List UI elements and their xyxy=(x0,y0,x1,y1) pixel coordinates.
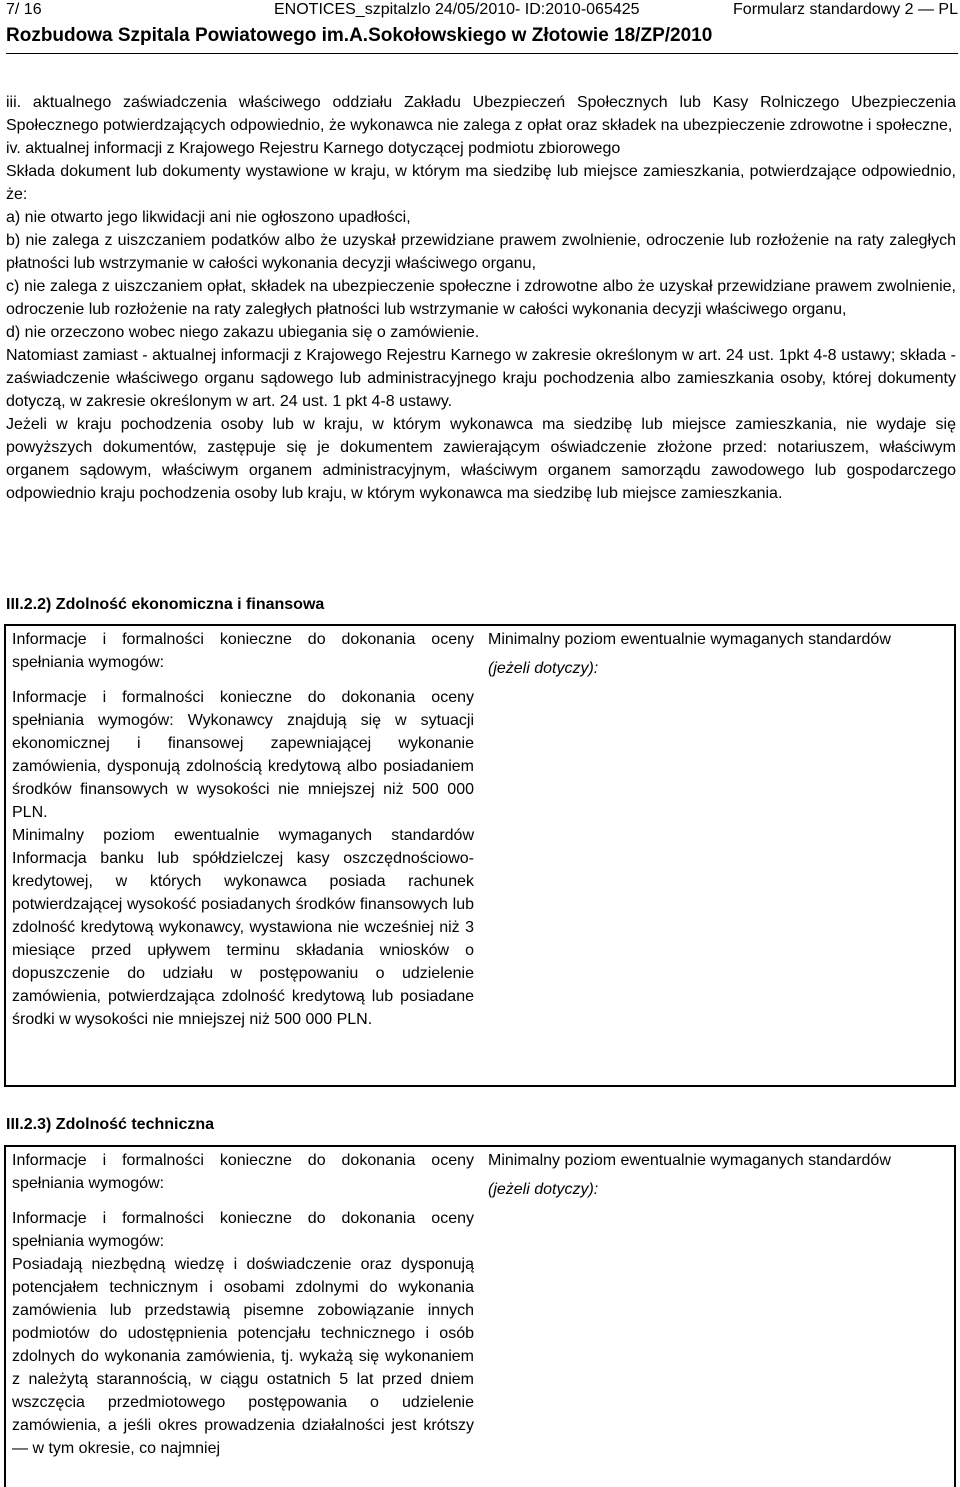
technical-left-column xyxy=(12,1149,474,1460)
body-text xyxy=(6,91,956,505)
economic-left-p2: Minimalny poziom ewentualnie wymaganych standardów Informacja banku lub spółdzielczej kasy oszczędnościowo-kredytowej, w których wykonawca posiada rachunek potwierdzającej wysokość posiadanych środków finansowych lub zdolność kredytową wykonawcy, wystawiona nie wcześniej niż 3 miesiące przed upływem terminu składania wniosków o dopuszczenie do udziału w postępowaniu o udzielenie zamówienia, potwierdzająca zdolność kredytową lub posiadane środki w wysokości nie mniejszej niż 500 000 PLN. xyxy=(12,827,474,1028)
notice-id: ENOTICES_szpitalzlo 24/05/2010- ID:2010-065425 xyxy=(274,1,640,18)
technical-right-column xyxy=(488,1149,928,1201)
technical-left-p2: Posiadają niezbędną wiedzę i doświadczenie oraz dysponują potencjałem technicznym i osobami zdolnymi do wykonania zamówienia lub przedstawią pisemne zobowiązanie innych podmiotów do udostępnienia potencjału technicznego i osób zdolnych do wykonania zamówienia, tj. wykażą się wykonaniem z należytą starannością, w ciągu ostatnich 5 lat przed dniem wszczęcia przedmiotowego postępowania o udzielenie zamówienia, a jeśli okres prowadzenia działalności jest krótszy — w tym okresie, co najmniej xyxy=(12,1256,474,1457)
technical-left-p1: Informacje i formalności konieczne do dokonania oceny spełniania wymogów: xyxy=(12,1210,474,1250)
paragraph-iv: iv. aktualnej informacji z Krajowego Rejestru Karnego dotyczącej podmiotu zbiorowego xyxy=(6,140,621,157)
form-name: Formularz standardowy 2 — PL xyxy=(733,1,958,18)
technical-right-head: Minimalny poziom ewentualnie wymaganych standardów xyxy=(488,1152,891,1169)
paragraph-c: c) nie zalega z uiszczaniem opłat, składek na ubezpieczenie społeczne i zdrowotne albo że uzyskał przewidziane prawem zwolnienie, odroczenie lub rozłożenie na raty zaległych płatności lub wstrzymanie w całości wykonania decyzji właściwego organu, xyxy=(6,278,956,318)
section-technical-heading: III.2.3) Zdolność techniczna xyxy=(6,1116,215,1133)
economic-right-head: Minimalny poziom ewentualnie wymaganych standardów xyxy=(488,631,891,648)
economic-right-note: (jeżeli dotyczy): xyxy=(488,660,599,677)
paragraph-instead: Natomiast zamiast - aktualnej informacji z Krajowego Rejestru Karnego w zakresie określonym w art. 24 ust. 1pkt 4-8 ustawy; składa - zaświadczenie właściwego organu sądowego lub administracyjnego kraju pochodzenia albo zamieszkania osoby, której dokumenty dotyczą, w zakresie określonym w art. 24 ust. 1 pkt 4-8 ustawy. xyxy=(6,347,956,410)
technical-right-note: (jeżeli dotyczy): xyxy=(488,1181,599,1198)
section-technical-box xyxy=(4,1145,956,1487)
paragraph-a: a) nie otwarto jego likwidacji ani nie ogłoszono upadłości, xyxy=(6,209,411,226)
document-title: Rozbudowa Szpitala Powiatowego im.A.Sokołowskiego w Złotowie 18/ZP/2010 xyxy=(6,25,713,46)
page-number: 7/ 16 xyxy=(6,1,42,18)
economic-left-column xyxy=(12,628,474,1031)
page-header xyxy=(6,0,958,22)
paragraph-b: b) nie zalega z uiszczaniem podatków albo że uzyskał przewidziane prawem zwolnienie, odroczenie lub rozłożenie na raty zaległych płatności lub wstrzymanie w całości wykonania decyzji właściwego organu, xyxy=(6,232,956,272)
paragraph-d: d) nie orzeczono wobec niego zakazu ubiegania się o zamówienie. xyxy=(6,324,480,341)
economic-left-p1: Informacje i formalności konieczne do dokonania oceny spełniania wymogów: Wykonawcy znajdują się w sytuacji ekonomicznej i finansowej zapewniającej wykonanie zamówienia, dysponują zdolnością kredytową albo posiadaniem środków finansowych w wysokości nie mniejszej niż 500 000 PLN. xyxy=(12,689,474,821)
economic-left-head: Informacje i formalności konieczne do dokonania oceny spełniania wymogów: xyxy=(12,631,474,671)
technical-left-head: Informacje i formalności konieczne do dokonania oceny spełniania wymogów: xyxy=(12,1152,474,1192)
section-economic-heading: III.2.2) Zdolność ekonomiczna i finansowa xyxy=(6,596,325,613)
paragraph-documents: Składa dokument lub dokumenty wystawione w kraju, w którym ma siedzibę lub miejsce zamieszkania, potwierdzające odpowiednio, że: xyxy=(6,163,956,203)
header-divider xyxy=(6,53,958,54)
paragraph-iii: iii. aktualnego zaświadczenia właściwego oddziału Zakładu Ubezpieczeń Społecznych lub Kasy Rolniczego Ubezpieczenia Społecznego potwierdzających odpowiednio, że wykonawca nie zalega z opłat oraz składek na ubezpieczenie zdrowotne i społeczne, xyxy=(6,94,956,134)
paragraph-foreign: Jeżeli w kraju pochodzenia osoby lub w kraju, w którym wykonawca ma siedzibę lub miejsce zamieszkania, nie wydaje się powyższych dokumentów, zastępuje się je dokumentem zawierającym oświadczenie złożone przed: notariuszem, właściwym organem sądowym, właściwym organem administracyjnym, właściwym organem samorządu zawodowego lub gospodarczego odpowiednio kraju pochodzenia osoby lub kraju, w którym wykonawca ma siedzibę lub miejsce zamieszkania. xyxy=(6,416,956,502)
economic-right-column xyxy=(488,628,928,680)
section-economic-box xyxy=(4,624,956,1087)
